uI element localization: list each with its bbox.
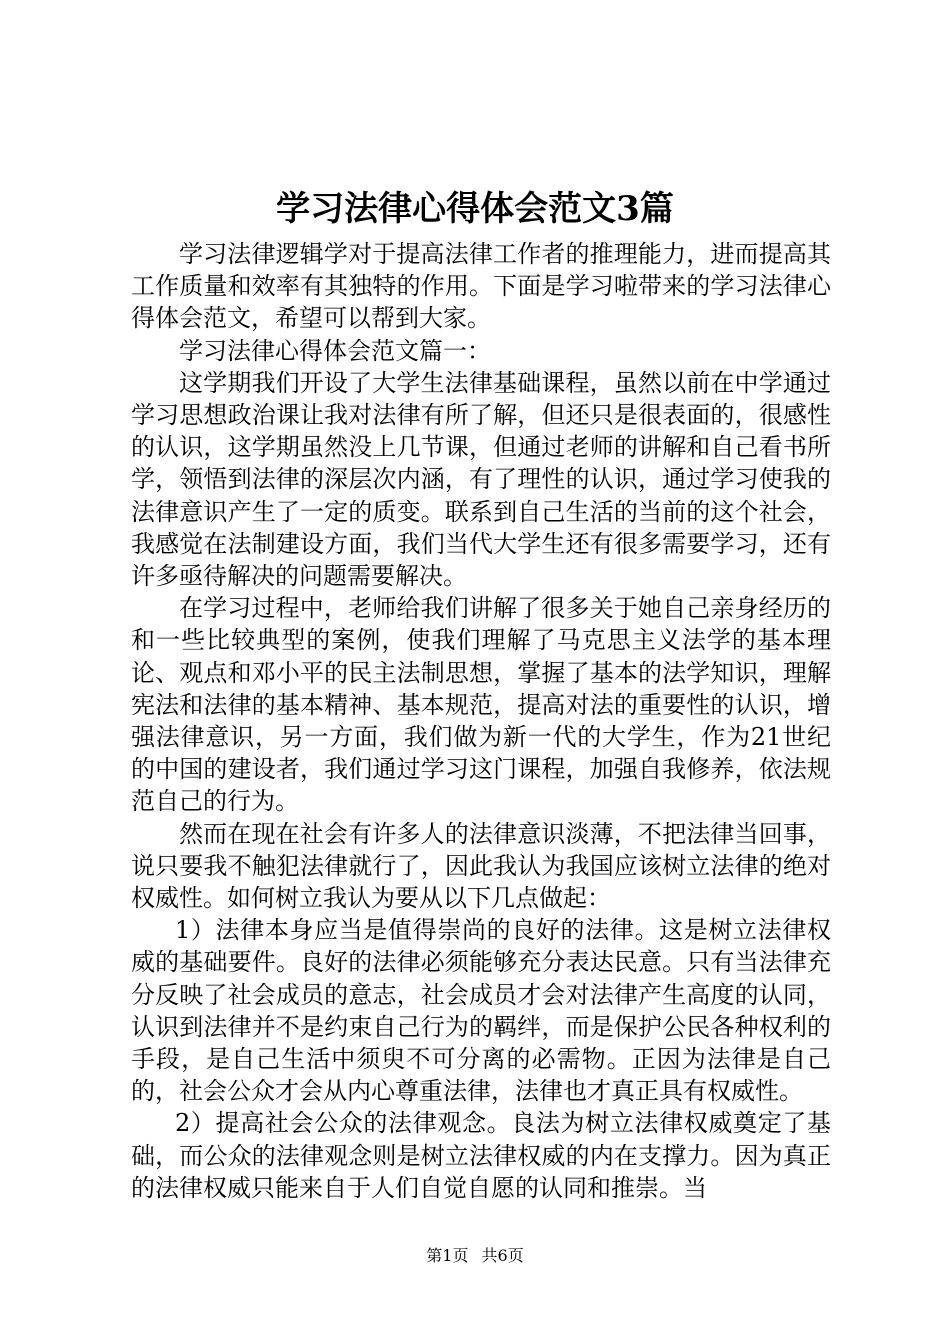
page-footer [0, 1246, 950, 1266]
paragraph-body-3: 然而在现在社会有许多人的法律意识淡薄，不把法律当回事，说只要我不触犯法律就行了，因此我认为我国应该树立法律的绝对权威性。如何树立我认为要从以下几点做起： [131, 819, 831, 913]
document-body [131, 238, 831, 1204]
page-number: 第1页 [426, 1246, 469, 1265]
paragraph-point-1: 1）法律本身应当是值得崇尚的良好的法律。这是树立法律权威的基础要件。良好的法律必须能够充分表达民意。只有当法律充分反映了社会成员的意志，社会成员才会对法律产生高度的认同，认识到法律并不是约束自己行为的羁绊，而是保护公民各种权利的手段，是自己生活中须臾不可分离的必需物。正因为法律是自己的，社会公众才会从内心尊重法律，法律也才真正具有权威性。 [131, 916, 831, 1106]
document-title: 学习法律心得体会范文3篇 [276, 189, 674, 229]
paragraph-body-1: 这学期我们开设了大学生法律基础课程，虽然以前在中学通过学习思想政治课让我对法律有所了解，但还只是很表面的，很感性的认识，这学期虽然没上几节课，但通过老师的讲解和自己看书所学，领悟到法律的深层次内涵，有了理性的认识，通过学习使我的法律意识产生了一定的质变。联系到自己生活的当前的这个社会，我感觉在法制建设方面，我们当代大学生还有很多需要学习，还有许多亟待解决的问题需要解决。 [131, 368, 831, 591]
paragraph-body-2: 在学习过程中，老师给我们讲解了很多关于她自己亲身经历的和一些比较典型的案例，使我们理解了马克思主义法学的基本理论、观点和邓小平的民主法制思想，掌握了基本的法学知识，理解宪法和法律的基本精神、基本规范，提高对法的重要性的认识，增强法律意识，另一方面，我们做为新一代的大学生，作为21世纪的中国的建设者，我们通过学习这门课程，加强自我修养，依法规范自己的行为。 [131, 594, 831, 816]
paragraph-section-heading: 学习法律心得体会范文篇一： [179, 336, 491, 365]
paragraph-point-2: 2）提高社会公众的法律观念。良法为树立法律权威奠定了基础，而公众的法律观念则是树立法律权威的内在支撑力。因为真正的法律权威只能来自于人们自觉自愿的认同和推崇。当 [131, 1109, 831, 1202]
page-total: 共6页 [481, 1246, 524, 1265]
paragraph-intro: 学习法律逻辑学对于提高法律工作者的推理能力，进而提高其工作质量和效率有其独特的作用。下面是学习啦带来的学习法律心得体会范文，希望可以帮到大家。 [131, 240, 831, 333]
